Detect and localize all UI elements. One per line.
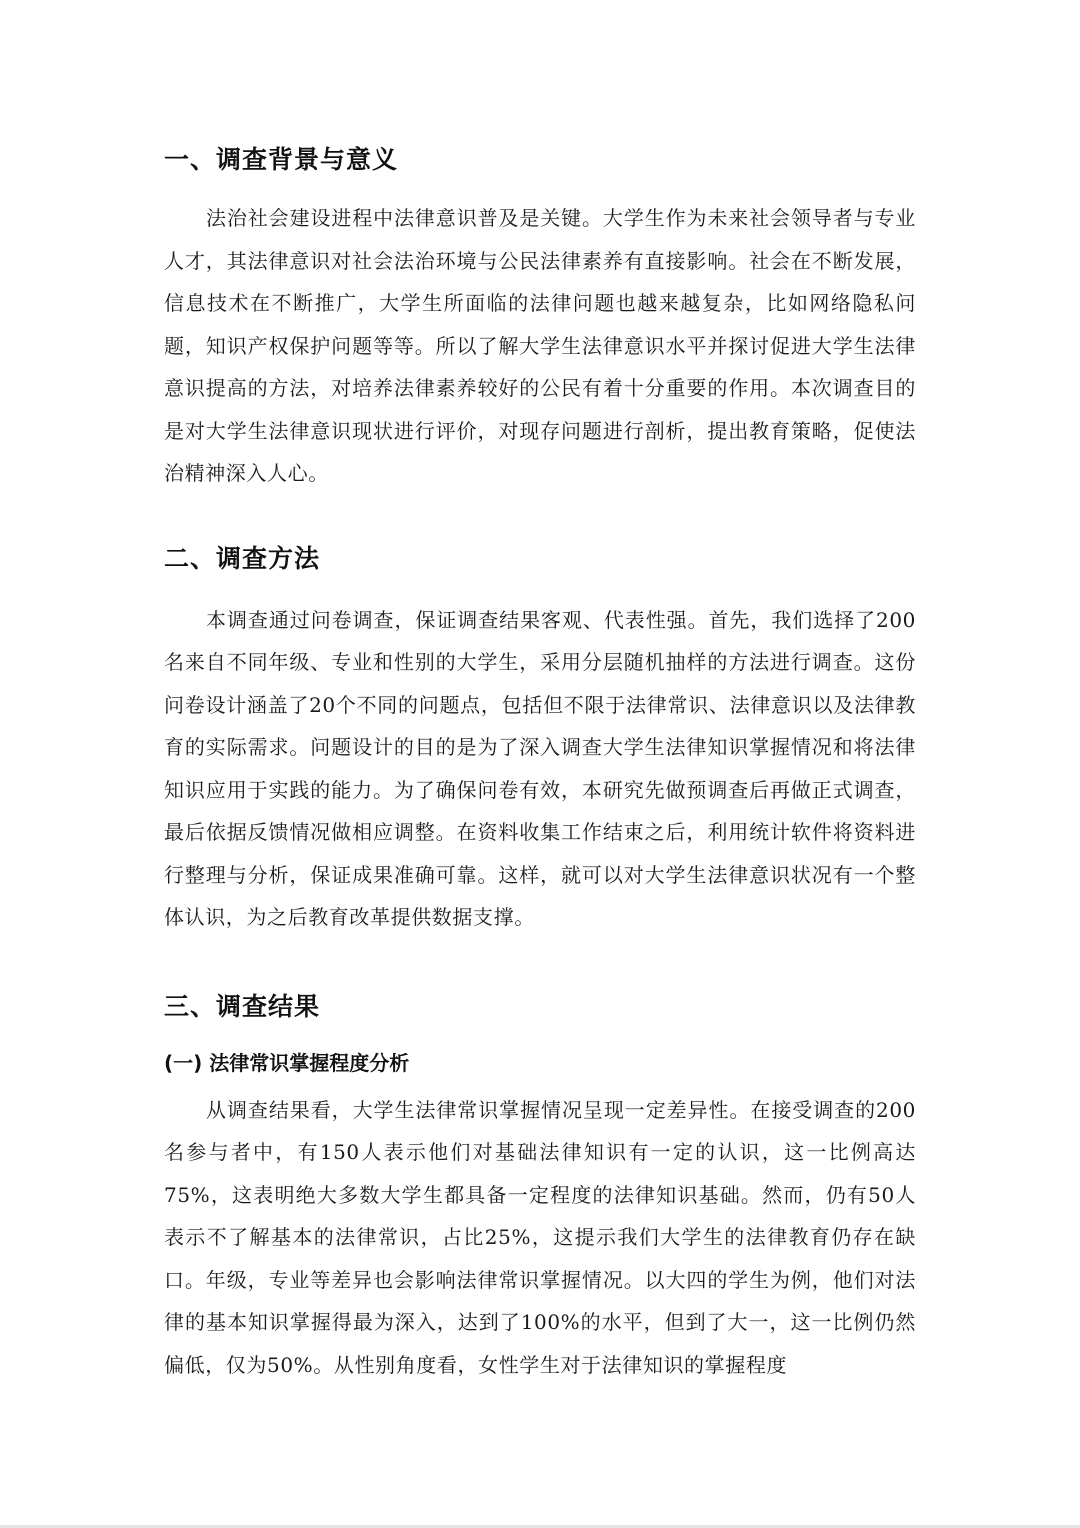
section-paragraph-method: 本调查通过问卷调查，保证调查结果客观、代表性强。首先，我们选择了200名来自不同年级、专业和性别的大学生，采用分层随机抽样的方法进行调查。这份问卷设计涵盖了20个不同的问题点，包括但不限于法律常识、法律意识以及法律教育的实际需求。问题设计的目的是为了深入调查大学生法律知识掌握情况和将法律知识应用于实践的能力。为了确保问卷有效，本研究先做预调查后再做正式调查，最后依据反馈情况做相应调整。在资料收集工作结束之后，利用统计软件将资料进行整理与分析，保证成果准确可靠。这样，就可以对大学生法律意识状况有一个整体认识，为之后教育改革提供数据支撑。: [164, 607, 916, 929]
section-heading-method: 二、调查方法: [164, 543, 321, 573]
section-paragraph-results: 从调查结果看，大学生法律常识掌握情况呈现一定差异性。在接受调查的200名参与者中，有150人表示他们对基础法律知识有一定的认识，这一比例高达75%，这表明绝大多数大学生都具备一定程度的法律知识基础。然而，仍有50人表示不了解基本的法律常识，占比25%，这提示我们大学生的法律教育仍存在缺口。年级，专业等差异也会影响法律常识掌握情况。以大四的学生为例，他们对法律的基本知识掌握得最为深入，达到了100%的水平，但到了大一，这一比例仍然偏低，仅为50%。从性别角度看，女性学生对于法律知识的掌握程度: [164, 1097, 916, 1377]
document-content: [164, 140, 916, 1386]
subsection-heading-legal-knowledge: (一) 法律常识掌握程度分析: [164, 1050, 410, 1075]
section-heading-background: 一、调查背景与意义: [164, 145, 399, 174]
section-heading-results: 三、调查结果: [164, 991, 321, 1021]
section-paragraph-background: 法治社会建设进程中法律意识普及是关键。大学生作为未来社会领导者与专业人才，其法律意识对社会法治环境与公民法律素养有直接影响。社会在不断发展，信息技术在不断推广，大学生所面临的法律问题也越来越复杂，比如网络隐私问题，知识产权保护问题等等。所以了解大学生法律意识水平并探讨促进大学生法律意识提高的方法，对培养法律素养较好的公民有着十分重要的作用。本次调查目的是对大学生法律意识现状进行评价，对现存问题进行剖析，提出教育策略，促使法治精神深入人心。: [164, 206, 916, 485]
